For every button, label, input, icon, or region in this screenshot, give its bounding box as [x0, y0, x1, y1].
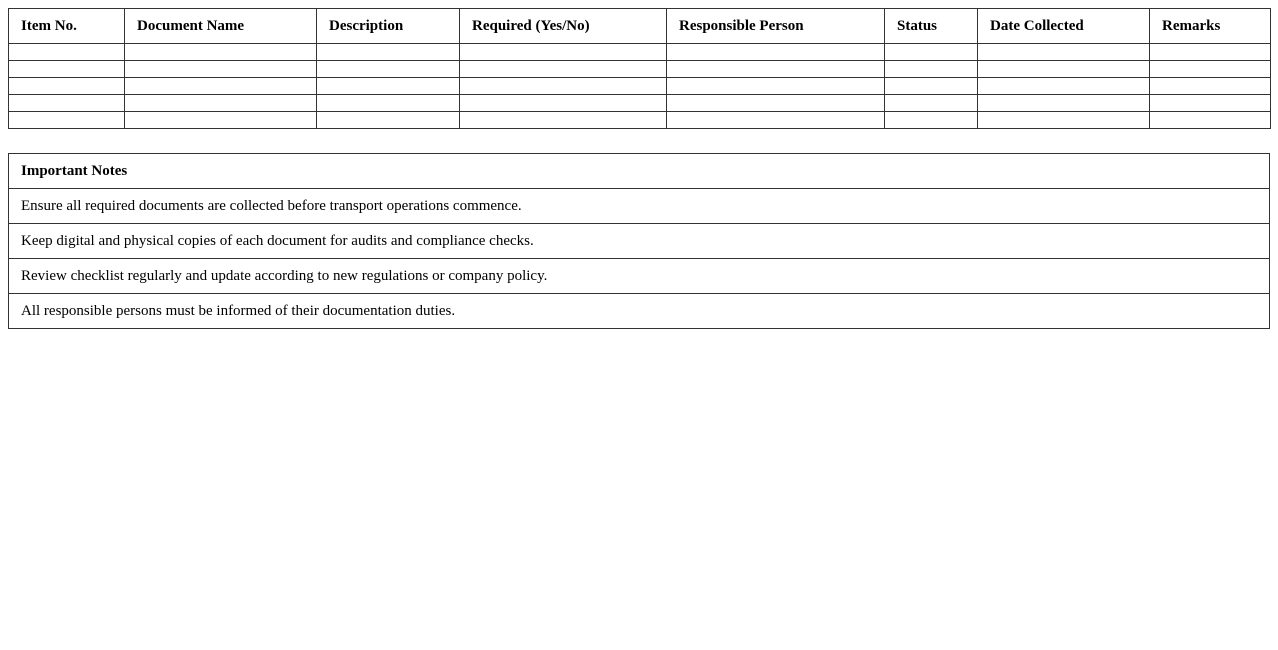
table-header-row — [9, 9, 1271, 44]
cell-document-name[interactable] — [125, 78, 317, 95]
cell-responsible-person[interactable] — [667, 61, 885, 78]
cell-description[interactable] — [317, 78, 460, 95]
cell-status[interactable] — [885, 95, 978, 112]
column-header-required: Required (Yes/No) — [460, 9, 667, 44]
cell-date-collected[interactable] — [978, 95, 1150, 112]
column-header-description: Description — [317, 9, 460, 44]
cell-item-no[interactable] — [9, 61, 125, 78]
cell-remarks[interactable] — [1150, 95, 1271, 112]
table-row — [9, 78, 1271, 95]
cell-document-name[interactable] — [125, 44, 317, 61]
cell-status[interactable] — [885, 44, 978, 61]
column-header-remarks: Remarks — [1150, 9, 1271, 44]
note-row — [9, 224, 1270, 259]
cell-responsible-person[interactable] — [667, 78, 885, 95]
column-header-responsible-person: Responsible Person — [667, 9, 885, 44]
column-header-document-name: Document Name — [125, 9, 317, 44]
note-item: Keep digital and physical copies of each document for audits and compliance checks. — [9, 224, 1270, 259]
cell-required[interactable] — [460, 78, 667, 95]
table-row — [9, 61, 1271, 78]
table-row — [9, 95, 1271, 112]
table-row — [9, 44, 1271, 61]
cell-status[interactable] — [885, 61, 978, 78]
cell-required[interactable] — [460, 95, 667, 112]
cell-item-no[interactable] — [9, 78, 125, 95]
cell-status[interactable] — [885, 112, 978, 129]
cell-date-collected[interactable] — [978, 61, 1150, 78]
cell-remarks[interactable] — [1150, 112, 1271, 129]
column-header-item-no: Item No. — [9, 9, 125, 44]
notes-title: Important Notes — [9, 154, 1270, 189]
cell-item-no[interactable] — [9, 112, 125, 129]
note-item: Ensure all required documents are collected before transport operations commence. — [9, 189, 1270, 224]
cell-required[interactable] — [460, 61, 667, 78]
cell-required[interactable] — [460, 112, 667, 129]
cell-remarks[interactable] — [1150, 61, 1271, 78]
note-row — [9, 294, 1270, 329]
cell-responsible-person[interactable] — [667, 112, 885, 129]
cell-responsible-person[interactable] — [667, 95, 885, 112]
important-notes-table — [8, 153, 1270, 329]
cell-description[interactable] — [317, 95, 460, 112]
notes-header-row — [9, 154, 1270, 189]
cell-date-collected[interactable] — [978, 112, 1150, 129]
cell-date-collected[interactable] — [978, 44, 1150, 61]
cell-responsible-person[interactable] — [667, 44, 885, 61]
cell-description[interactable] — [317, 61, 460, 78]
cell-document-name[interactable] — [125, 95, 317, 112]
cell-document-name[interactable] — [125, 112, 317, 129]
cell-remarks[interactable] — [1150, 78, 1271, 95]
cell-remarks[interactable] — [1150, 44, 1271, 61]
note-item: Review checklist regularly and update according to new regulations or company policy. — [9, 259, 1270, 294]
cell-description[interactable] — [317, 112, 460, 129]
column-header-date-collected: Date Collected — [978, 9, 1150, 44]
document-checklist-table — [8, 8, 1271, 129]
note-row — [9, 189, 1270, 224]
cell-description[interactable] — [317, 44, 460, 61]
note-row — [9, 259, 1270, 294]
cell-required[interactable] — [460, 44, 667, 61]
cell-item-no[interactable] — [9, 95, 125, 112]
column-header-status: Status — [885, 9, 978, 44]
cell-document-name[interactable] — [125, 61, 317, 78]
cell-status[interactable] — [885, 78, 978, 95]
cell-date-collected[interactable] — [978, 78, 1150, 95]
cell-item-no[interactable] — [9, 44, 125, 61]
note-item: All responsible persons must be informed of their documentation duties. — [9, 294, 1270, 329]
table-row — [9, 112, 1271, 129]
